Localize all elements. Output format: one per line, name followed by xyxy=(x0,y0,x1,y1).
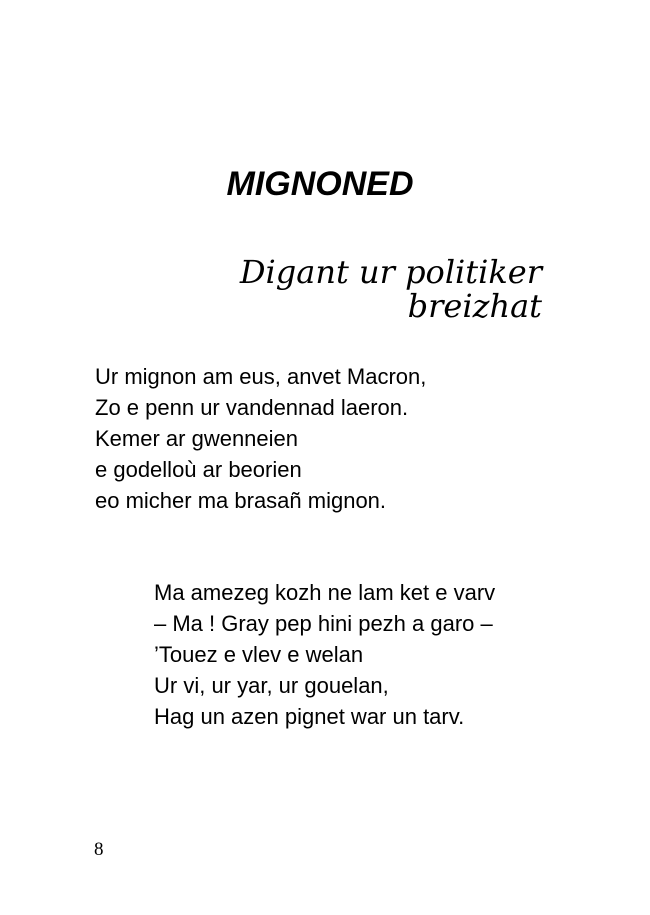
verse-line: e godelloù ar beorien xyxy=(95,457,302,482)
page-number: 8 xyxy=(94,839,104,860)
verse-line: eo micher ma brasañ mignon. xyxy=(95,488,387,513)
verse-line: Hag un azen pignet war un tarv. xyxy=(154,704,465,729)
verse-line: Ur mignon am eus, anvet Macron, xyxy=(95,364,427,389)
poem-subtitle xyxy=(240,255,542,323)
verse-line: – Ma ! Gray pep hini pezh a garo – xyxy=(154,611,493,636)
stanza-2 xyxy=(154,577,495,732)
verse-line: Zo e penn ur vandennad laeron. xyxy=(95,395,409,420)
poem-title: MIGNONED xyxy=(226,165,414,203)
verse-line: ’Touez e vlev e welan xyxy=(154,642,364,667)
subtitle-line: Digant ur politiker xyxy=(239,253,542,291)
verse-line: Ma amezeg kozh ne lam ket e varv xyxy=(154,580,496,605)
subtitle-line: breizhat xyxy=(407,287,542,325)
stanza-1 xyxy=(95,361,426,516)
verse-line: Ur vi, ur yar, ur gouelan, xyxy=(154,673,389,698)
verse-line: Kemer ar gwenneien xyxy=(95,426,299,451)
